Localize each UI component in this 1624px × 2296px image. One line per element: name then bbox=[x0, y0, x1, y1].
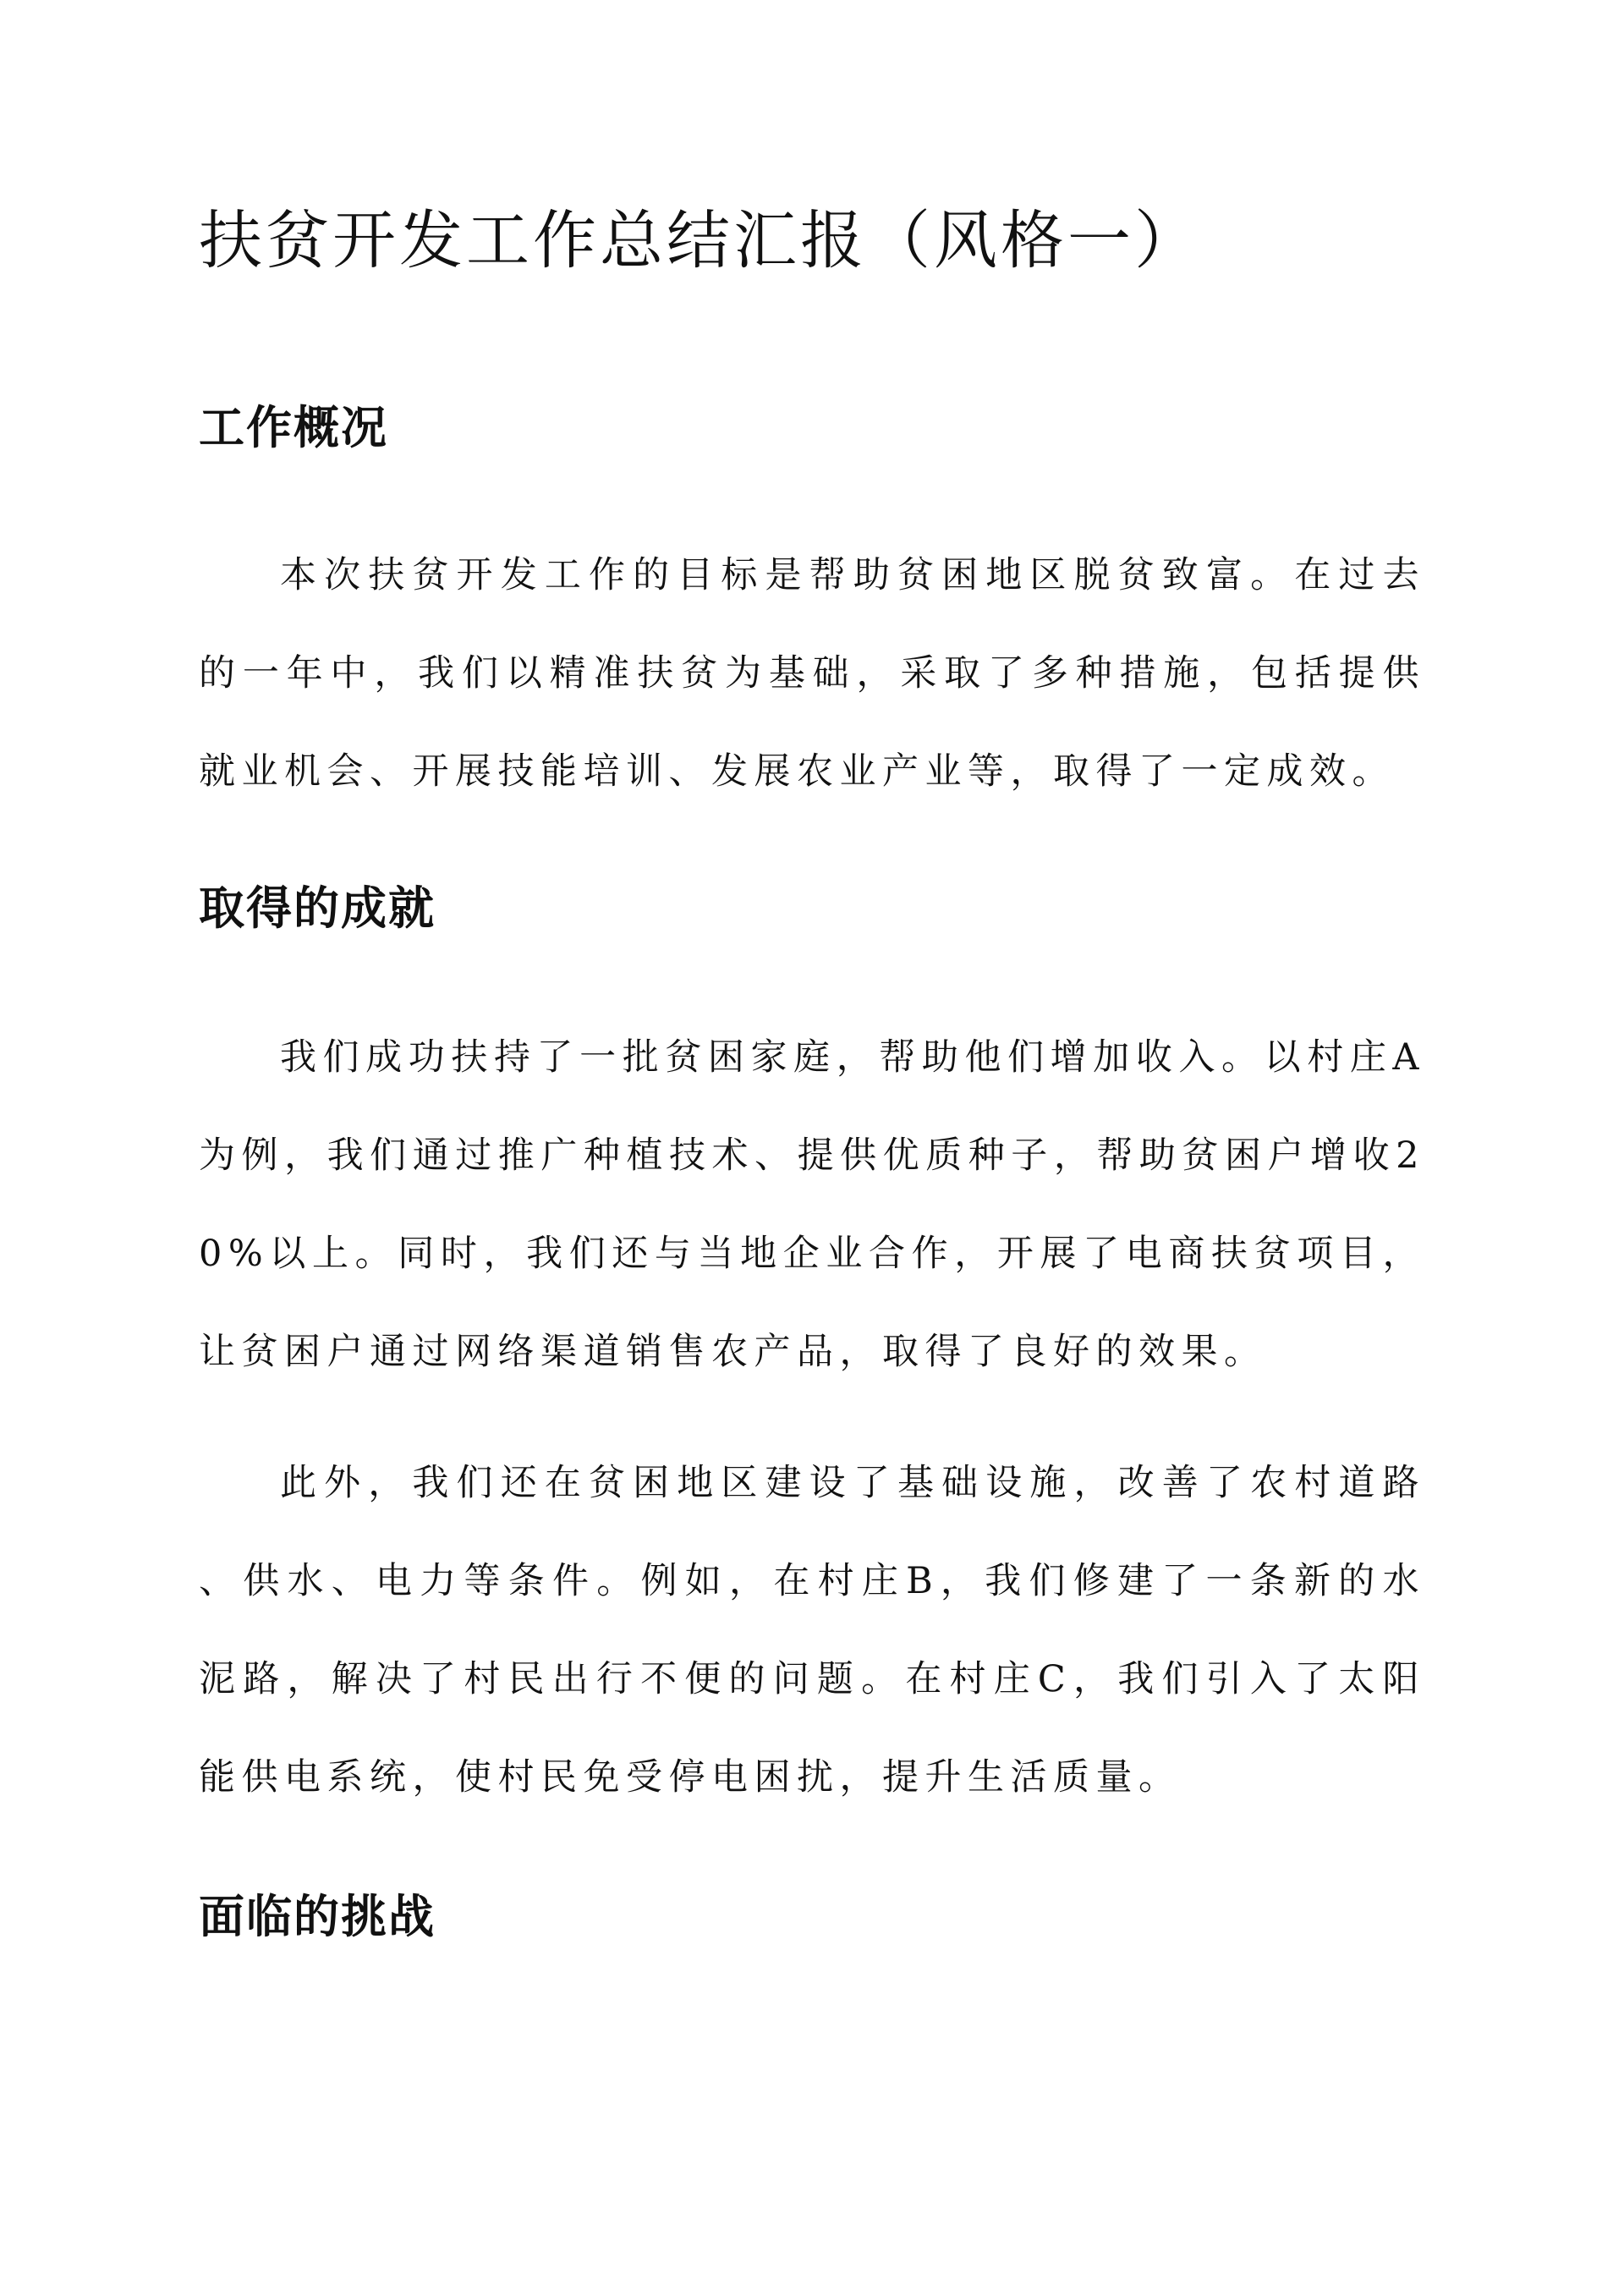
section-heading-achievements: 取得的成就 bbox=[199, 881, 436, 935]
achievements-paragraph-1: 我们成功扶持了一批贫困家庭，帮助他们增加收入。以村庄A为例，我们通过推广种植技术、提供优质种子，帮助贫困户增收20%以上。同时，我们还与当地企业合作，开展了电商扶贫项目，让贫困户通过网络渠道销售农产品，取得了良好的效果。 bbox=[199, 1036, 1425, 1373]
section-heading-challenges: 面临的挑战 bbox=[199, 1889, 436, 1943]
section-heading-overview: 工作概况 bbox=[199, 400, 388, 454]
achievements-paragraph-2: 此外，我们还在贫困地区建设了基础设施，改善了农村道路、供水、电力等条件。例如，在村庄B，我们修建了一条新的水泥路，解决了村民出行不便的问题。在村庄C，我们引入了太阳能供电系统，使村民免受停电困扰，提升生活质量。 bbox=[199, 1462, 1425, 1799]
overview-paragraph: 本次扶贫开发工作的目标是帮助贫困地区脱贫致富。在过去的一年中，我们以精准扶贫为基础，采取了多种措施，包括提供就业机会、开展技能培训、发展农业产业等，取得了一定成效。 bbox=[199, 554, 1425, 793]
document-title: 扶贫开发工作总结汇报（风格一） bbox=[199, 203, 1202, 277]
